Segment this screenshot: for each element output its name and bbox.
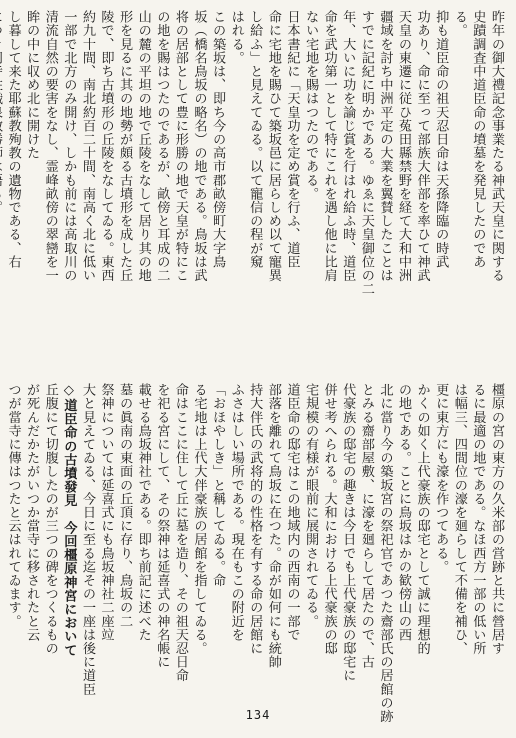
text-column: 約九十間、南北約百二十間、南高く北に低い	[79, 10, 95, 282]
text-column: 清流自然の要害をなし、霊峰畝傍の翠巒を一	[42, 10, 58, 282]
text-column: 命に宅地を賜ひて築坂邑に居らしめ以て寵異	[265, 10, 281, 282]
text-column: が死んだかたがいつか當寺に移されたと云	[24, 383, 40, 642]
text-column: の地を賜はつたのであるが、畝傍と耳成の二	[154, 10, 170, 282]
text-column: すでに記紀に明かである。ゆゑに天皇御位の二	[358, 10, 374, 296]
text-column: 眸の中に収め北に開けた	[24, 10, 40, 160]
text-column: かくの如く上代豪族の邸宅として誠に理想的	[414, 383, 430, 655]
text-column: 命を武功第一として特にこれを遇し他に比肩	[321, 10, 337, 282]
text-column: を祀る宮にして、その祭神は延喜式の神名帳に	[154, 383, 170, 669]
page-number: 134	[245, 708, 271, 722]
text-column: 疆域を討ち中洲平定の大業を翼賛したことは	[377, 10, 393, 282]
text-column: 天皇の東遷に従ひ菟田縣禁野を経て大和中洲	[396, 10, 412, 282]
text-column: この築坂は、即ち今の高市郡畝傍町大字鳥	[210, 10, 226, 269]
text-column: の地である。ことに鳥坂はかの歓傍山の西	[396, 383, 412, 642]
text-column: 祭神については延喜式にも鳥坂神社二座竝	[98, 383, 114, 642]
text-column: 日本書紀に「天皇功を定め賞を行ふ、道臣	[284, 10, 300, 269]
text-column: 功あり、命に至って部族大伴部を率ひて神武	[414, 10, 430, 282]
text-column: 宅規模の有様が眼前に展開されてゐる。	[303, 383, 319, 628]
text-column: 丘腹にて切腹したのが三つの碑をつくるもの	[42, 383, 58, 655]
text-column: 坂（橋名鳥坂の略名）の地である。鳥坂は武	[191, 10, 207, 282]
text-column: つが當寺に傳はつたと云はれてゐます。	[5, 383, 21, 628]
text-column: 年、大いに功を論じ賞を行はれ給ふ時、道臣	[340, 10, 356, 282]
text-column: 「おほやしき」と稱してゐる。命	[210, 383, 226, 587]
text-column: はれる。	[228, 10, 244, 65]
text-column: 併せ考へられる。大和における上代豪族の邸	[321, 383, 337, 655]
text-column: 載せる鳥坂神社である。即ち前記に述べた	[135, 383, 151, 642]
text-column: 橿原の宮の東方の久米部の営跡と共に營居す	[489, 383, 504, 655]
text-column: 更に東方にも濠を作つてある。	[433, 383, 449, 574]
text-column: ふさはしい場所である。現在もこの附近を	[228, 383, 244, 642]
text-column: 命はここに住して丘に墓を造り、その祖天忍日命	[172, 383, 188, 683]
upper-text-band	[5, 10, 504, 382]
text-column: 大と見えてゐる、今日に至る迄その一座は後に道臣	[79, 383, 95, 696]
text-column: とみる齋部屋敷、に濠を廻らして居たので、古	[358, 383, 374, 669]
text-column: 墓の眞南の東面の丘頂に存り、鳥坂の二	[117, 383, 133, 628]
text-column: 形を見るに其の地勢が頗る古墳形を成した丘	[117, 10, 133, 282]
text-column: は幅三、四間位の濠を廻らして不備を補ひ、	[451, 383, 467, 655]
text-column: 抑も道臣命の祖天忍日命は天孫降臨の時武	[433, 10, 449, 269]
text-column: 山の麓の平坦の地で丘陵をなして居り其の地	[135, 10, 151, 282]
text-column: 道臣命の邸宅はこの地域内の西南の一部で	[284, 383, 300, 642]
text-column: る宅地は上代大伴豪族の居館を指してゐる。	[191, 383, 207, 655]
text-column: 将の居部として豊に形勝の地で天皇が特にこ	[172, 10, 188, 282]
text-column: 持大伴氏の武将的の性格を有する命の居館に	[247, 383, 263, 655]
text-column: し暮して来た耶蘇教殉教の遺物である、右	[5, 10, 21, 269]
text-column: ない宅地を賜はつたのである。	[303, 10, 319, 201]
text-column: 史蹟調査中道臣命の墳墓を発見したのであ	[470, 10, 486, 269]
section-heading: ◇道臣命の古墳發見 今回橿原神宮において	[61, 383, 77, 657]
text-column: 北に當り今の築坂宮の祭祀官であつた齋部氏の居館の跡	[377, 383, 393, 723]
text-column: るに最適の地である。なほ西方一部の低い所	[470, 383, 486, 655]
text-column: 陵で、即ち古墳形の丘陵をなしてゐる。東西	[98, 10, 114, 282]
text-column: 部落を離れて鳥坂に在つた。命が如何にも統帥	[265, 383, 281, 669]
text-column: 代豪族の邸宅の趣きは今日でも上代豪族の邸宅に	[340, 383, 356, 683]
text-column: 昨年の御大禮記念事業たる神武天皇に関する	[489, 10, 504, 282]
text-column: 一部で北方のみ開け、しかも前には高取川の	[61, 10, 77, 282]
text-column	[0, 10, 2, 382]
text-column: る。	[451, 10, 467, 38]
text-column: し給ふ」と見えてゐる。以て寵信の程が窺	[247, 10, 263, 269]
